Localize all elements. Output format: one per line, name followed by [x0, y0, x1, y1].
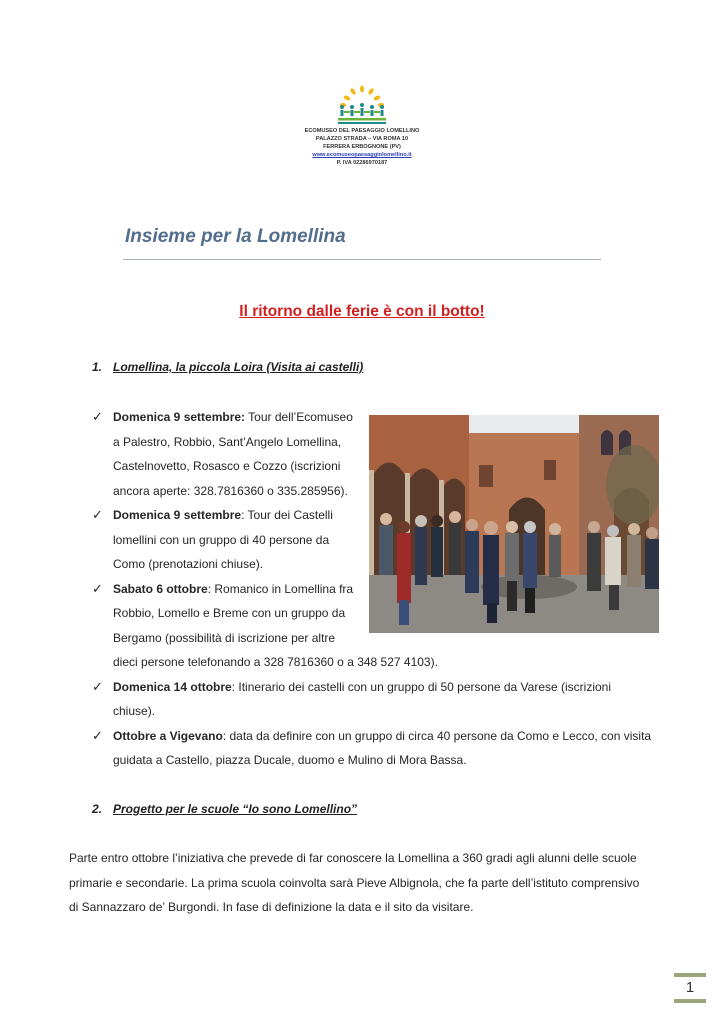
page-subtitle: Il ritorno dalle ferie è con il botto! — [239, 303, 485, 320]
item-line: Bergamo (possibilità di iscrizione per altre — [113, 631, 336, 645]
checkmark-icon: ✓ — [92, 409, 103, 424]
item-line: ancora aperte: 328.7816360 o 335.285956). — [113, 484, 348, 498]
item-text: : data da definire con un gruppo di circa 40 persone da Como e Lecco, con visita — [222, 729, 652, 743]
org-name: ECOMUSEO DEL PAESAGGIO LOMELLINO — [304, 128, 420, 134]
paragraph-line: Parte entro ottobre l’iniziativa che prevede di far conoscere la Lomellina a 360 gradi agli alunni delle scuole — [69, 851, 637, 865]
page-title: Insieme per la Lomellina — [125, 226, 346, 247]
item-text: : Itinerario dei castelli con un gruppo di 50 persone da Varese (iscrizioni — [231, 680, 612, 694]
paragraph-line: di Sannazzaro de’ Burgondi. In fase di definizione la data e il sito da visitare. — [69, 900, 474, 914]
item-text: : Tour dei Castelli — [241, 508, 333, 522]
checkmark-icon: ✓ — [92, 581, 103, 596]
item-line: dieci persone telefonando a 328 7816360 o a 348 527 4103). — [113, 655, 438, 669]
item-line: Robbio, Lomello e Breme con un gruppo da — [113, 606, 346, 620]
list-item — [113, 675, 658, 700]
org-vat: P. IVA 02286970187 — [336, 160, 388, 166]
section-2-number: 2. — [92, 802, 103, 816]
item-date: Ottobre a Vigevano — [113, 729, 223, 743]
checkmark-icon: ✓ — [92, 507, 103, 522]
org-address-1: PALAZZO STRADA – VIA ROMA 10 — [315, 136, 409, 142]
page-number: 1 — [685, 979, 695, 996]
title-divider — [123, 259, 601, 260]
item-line: guidata a Castello, piazza Ducale, duomo e Mulino di Mora Bassa. — [113, 753, 467, 767]
item-line: Como (prenotazioni chiuse). — [113, 557, 264, 571]
item-date: Domenica 14 ottobre — [113, 680, 232, 694]
list-item — [113, 405, 356, 430]
castle-courtyard-photo — [369, 415, 659, 633]
item-date: Domenica 9 settembre — [113, 508, 242, 522]
checkmark-icon: ✓ — [92, 679, 103, 694]
org-address-2: FERRERA ERBOGNONE (PV) — [323, 144, 401, 150]
page-number-rule-top — [674, 973, 706, 977]
item-date: Domenica 9 settembre: — [113, 410, 246, 424]
list-item — [113, 724, 658, 749]
list-item — [113, 577, 356, 602]
item-text: Tour dell’Ecomuseo — [248, 410, 353, 424]
paragraph-line: primarie e secondarie. La prima scuola coinvolta sarà Pieve Albignola, che fa parte dell’istituto comprensivo — [69, 876, 640, 890]
section-2-heading: Progetto per le scuole “Io sono Lomellino” — [113, 802, 358, 816]
item-line: lomellini con un gruppo di 40 persone da — [113, 533, 330, 547]
section-1-heading: Lomellina, la piccola Loira (Visita ai castelli) — [113, 360, 364, 374]
item-date: Sabato 6 ottobre — [113, 582, 208, 596]
item-line: a Palestro, Robbio, Sant’Angelo Lomellina, — [113, 435, 342, 449]
item-text: : Romanico in Lomellina fra — [207, 582, 354, 596]
ecomuseo-logo-icon — [330, 85, 394, 127]
org-website-link[interactable]: www.ecomuseopaesaggiolomellino.it — [312, 152, 412, 158]
list-item — [113, 503, 356, 528]
checkmark-icon: ✓ — [92, 728, 103, 743]
item-line: Castelnovetto, Rosasco e Cozzo (iscrizioni — [113, 459, 341, 473]
page-number-rule-bottom — [674, 999, 706, 1003]
item-line: chiuse). — [113, 704, 156, 718]
section-1-number: 1. — [92, 360, 103, 374]
